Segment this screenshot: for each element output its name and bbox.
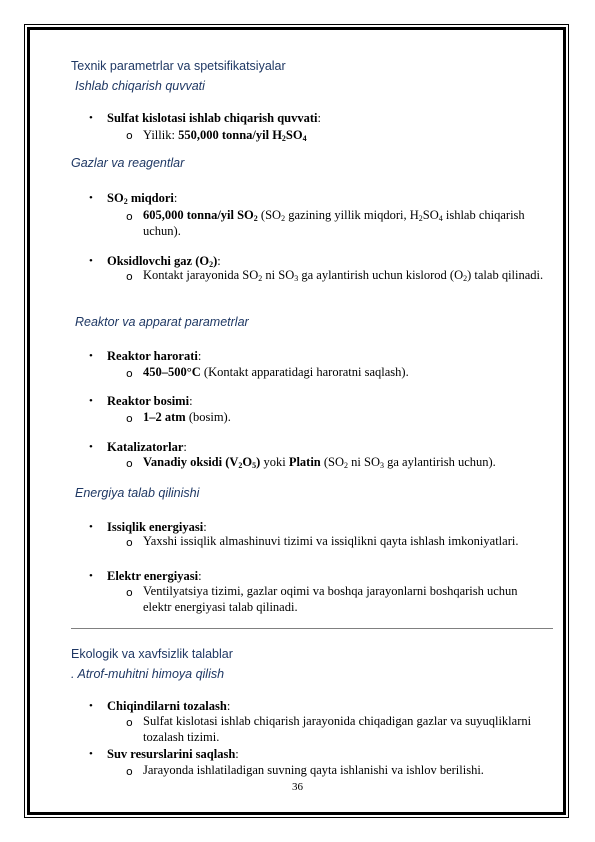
list-subitem-heat-energy: Yaxshi issiqlik almashinuvi tizimi va issiqlikni qayta ishlash imkoniyatlari. <box>143 534 519 548</box>
sub-bullet-icon: o <box>126 716 133 729</box>
sub-bullet-icon: o <box>126 129 133 142</box>
sub-bullet-icon: o <box>126 536 133 549</box>
list-item-catalysts: Katalizatorlar: <box>107 440 187 454</box>
bullet-icon: • <box>89 255 93 267</box>
bullet-icon: • <box>89 748 93 760</box>
list-subitem-temperature: 450–500°C (Kontakt apparatidagi haroratni saqlash). <box>143 365 409 379</box>
bullet-icon: • <box>89 441 93 453</box>
sub-bullet-icon: o <box>126 367 133 380</box>
bullet-icon: • <box>89 570 93 582</box>
subheading-environment: . Atrof-muhitni himoya qilish <box>71 667 225 681</box>
list-subitem-electric-energy: Ventilyatsiya tizimi, gazlar oqimi va boshqa jarayonlarni boshqarish uchun elektr energiyasi talab qilinadi. <box>143 584 518 614</box>
bullet-icon: • <box>89 521 93 533</box>
list-item-capacity: Sulfat kislotasi ishlab chiqarish quvvati: <box>107 111 321 125</box>
list-subitem-pressure: 1–2 atm (bosim). <box>143 410 231 424</box>
list-subitem-so2: 605,000 tonna/yil $SO_2$ ($SO_2$ gazining yillik miqdori, $H_2SO_4$ ishlab chiqarish uchun). <box>143 208 525 238</box>
sub-bullet-icon: o <box>126 210 133 223</box>
sub-bullet-icon: o <box>126 457 133 470</box>
list-subitem-catalysts: Vanadiy oksidi $(V_2O_5)$ yoki Platin ($SO_2$ ni $SO_3$ ga aylantirish uchun). <box>143 455 496 470</box>
sub-bullet-icon: o <box>126 412 133 425</box>
subheading-capacity: Ishlab chiqarish quvvati <box>75 79 205 93</box>
section-divider <box>71 628 553 629</box>
subheading-energy: Energiya talab qilinishi <box>75 486 200 500</box>
list-subitem-water-resources: Jarayonda ishlatiladigan suvning qayta ishlanishi va ishlov berilishi. <box>143 763 484 777</box>
list-item-heat-energy: Issiqlik energiyasi: <box>107 520 207 534</box>
bullet-icon: • <box>89 350 93 362</box>
list-item-temperature: Reaktor harorati: <box>107 349 202 363</box>
list-item-pressure: Reaktor bosimi: <box>107 394 193 408</box>
bullet-icon: • <box>89 395 93 407</box>
section-title-ecology: Ekologik va xavfsizlik talablar <box>71 647 233 661</box>
list-item-water-resources: Suv resurslarini saqlash: <box>107 747 239 761</box>
page-number: 36 <box>292 781 303 793</box>
bullet-icon: • <box>89 192 93 204</box>
list-item-waste-treatment: Chiqindilarni tozalash: <box>107 699 231 713</box>
bullet-icon: • <box>89 700 93 712</box>
list-item-so2: $SO_2$ miqdori: <box>107 191 178 206</box>
list-subitem-o2: Kontakt jarayonida $SO_2$ ni $SO_3$ ga aylantirish uchun kislorod $(O_2)$ talab qilinadi. <box>143 268 544 283</box>
list-item-electric-energy: Elektr energiyasi: <box>107 569 202 583</box>
sub-bullet-icon: o <box>126 765 133 778</box>
bullet-icon: • <box>89 112 93 124</box>
sub-bullet-icon: o <box>126 586 133 599</box>
section-title-technical: Texnik parametrlar va spetsifikatsiyalar <box>71 59 286 73</box>
list-item-o2: Oksidlovchi gaz $(O_2)$: <box>107 254 221 269</box>
subheading-gases: Gazlar va reagentlar <box>71 156 185 170</box>
subheading-reactor: Reaktor va apparat parametrlar <box>75 315 249 329</box>
sub-bullet-icon: o <box>126 270 133 283</box>
list-subitem-waste-treatment: Sulfat kislotasi ishlab chiqarish jarayonida chiqadigan gazlar va suyuqliklarni tozalash tizimi. <box>143 714 532 744</box>
list-subitem-capacity: Yillik: 550,000 tonna/yil $H_2SO_4$ <box>143 128 307 143</box>
